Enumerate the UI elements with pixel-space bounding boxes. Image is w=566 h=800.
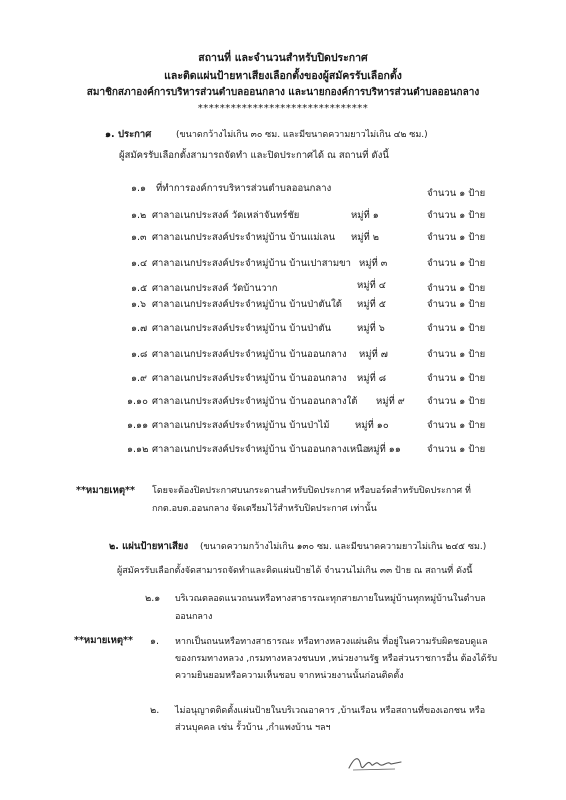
section2-item-number: ๒.๑ (145, 593, 161, 604)
item-place: ศาลาอเนกประสงค์ประจำหมู่บ้าน บ้านออนกลาง (152, 349, 347, 360)
item-quantity: จำนวน ๑ ป้าย (427, 349, 486, 360)
item-place: ศาลาอเนกประสงค์ วัดบ้านวาก (152, 283, 278, 294)
section1-note-label: **หมายเหตุ** (76, 485, 135, 496)
item-place: ศาลาอเนกประสงค์ประจำหมู่บ้าน บ้านเปาสามขา (152, 258, 351, 269)
item-quantity: จำนวน ๑ ป้าย (427, 373, 486, 384)
section1-spec: (ขนาดกว้างไม่เกิน ๓๐ ซม. และมีขนาดความยาวไม่เกิน ๔๒ ซม.) (176, 130, 428, 140)
item-place: ศาลาอเนกประสงค์ประจำหมู่บ้าน บ้านป่าตันใต้ (152, 299, 342, 310)
doc-title-line2: และติดแผ่นป้ายหาเสียงเลือกตั้งของผู้สมัครรับเลือกตั้ง (164, 70, 402, 82)
section2-intro: ผู้สมัครรับเลือกตั้งจัดสามารถจัดทำและติดแผ่นป้ายได้ จำนวนไม่เกิน ๓๓ ป้าย ณ สถานที่ ดังนี้ (117, 566, 473, 576)
note-number: ๑. (150, 636, 160, 647)
item-village: หมู่ที่ ๒ (351, 232, 380, 243)
item-quantity: จำนวน ๑ ป้าย (427, 283, 486, 294)
note-line: ไม่อนุญาตติดตั้งแผ่นป้ายในบริเวณอาคาร ,บ้านเรือน หรือสถานที่ของเอกชน หรือ (175, 706, 486, 716)
item-quantity: จำนวน ๑ ป้าย (427, 420, 486, 431)
item-place: ศาลาอเนกประสงค์ประจำหมู่บ้าน บ้านออนกลางใต้ (152, 396, 358, 407)
note-line: ส่วนบุคคล เช่น รั้วบ้าน ,กำแพงบ้าน ฯลฯ (175, 723, 331, 733)
item-village: หมู่ที่ ๘ (357, 373, 387, 384)
item-number: ๑.๑๑ (127, 420, 149, 431)
item-number: ๑.๙ (131, 373, 148, 384)
item-place: ศาลาอเนกประสงค์ประจำหมู่บ้าน บ้านแม่เลน (152, 232, 336, 243)
item-number: ๑.๒ (131, 210, 147, 221)
section2-note-label: **หมายเหตุ** (74, 635, 133, 646)
item-place: ศาลาอเนกประสงค์ประจำหมู่บ้าน บ้านป่าตัน (152, 323, 332, 334)
item-quantity: จำนวน ๑ ป้าย (427, 258, 486, 269)
item-number: ๑.๑๐ (127, 396, 148, 407)
section1-heading: ๑. ประกาศ (105, 129, 152, 140)
item-quantity: จำนวน ๑ ป้าย (427, 232, 486, 243)
item-village: หมู่ที่ ๙ (376, 396, 405, 407)
doc-title-line1: สถานที่ และจำนวนสำหรับปิดประกาศ (198, 52, 368, 64)
item-place: ศาลาอเนกประสงค์ประจำหมู่บ้าน บ้านออนกลาง (152, 373, 347, 384)
item-place: ศาลาอเนกประสงค์ วัดเหล่าจันทร์ชัย (152, 210, 300, 221)
item-village: หมู่ที่ ๖ (357, 323, 385, 334)
note-line: หากเป็นถนนหรือทางสาธารณะ หรือทางหลวงแผ่นดิน ที่อยู่ในความรับผิดชอบดูแล (175, 637, 488, 647)
item-quantity: จำนวน ๑ ป้าย (427, 444, 486, 455)
item-number: ๑.๑๒ (127, 444, 149, 455)
item-village: หมู่ที่ ๑๐ (355, 420, 389, 431)
item-village: หมู่ที่ ๔ (357, 280, 386, 291)
item-place: ศาลาอเนกประสงค์ประจำหมู่บ้าน บ้านป่าไม้ (152, 420, 330, 431)
item-number: ๑.๕ (131, 283, 148, 294)
note-line: ความยินยอมหรือความเห็นชอบ จากหน่วยงานนั้นก่อนติดตั้ง (175, 671, 404, 681)
item-number: ๑.๔ (131, 258, 148, 269)
item-village: หมู่ที่ ๕ (357, 299, 386, 310)
title-divider-stars: ******************************* (197, 103, 369, 114)
item-village: หมู่ที่ ๑ (351, 210, 379, 221)
item-number: ๑.๖ (131, 299, 147, 310)
item-number: ๑.๓ (131, 232, 147, 243)
item-number: ๑.๗ (131, 323, 148, 334)
item-number: ๑.๑ (131, 183, 147, 194)
item-quantity: จำนวน ๑ ป้าย (427, 188, 486, 199)
section2-heading: ๒. แผ่นป้ายหาเสียง (109, 541, 189, 552)
note-line: ของกรมทางหลวง ,กรมทางหลวงชนบท ,หน่วยงานรัฐ หรือส่วนราชการอื่น ต้องได้รับ (175, 654, 498, 664)
doc-title-line3: สมาชิกสภาองค์การบริหารส่วนตำบลออนกลาง และนายกองค์การบริหารส่วนตำบลออนกลาง (86, 87, 480, 98)
item-village: หมู่ที่ ๑๑ (367, 444, 401, 455)
section1-note-line2: กกต.อบต.ออนกลาง จัดเตรียมไว้สำหรับปิดประกาศ เท่านั้น (152, 504, 377, 514)
item-village: หมู่ที่ ๓ (359, 258, 388, 269)
section1-note-line1: โดยจะต้องปิดประกาศบนกระดานสำหรับปิดประกาศ หรือบอร์ดสำหรับปิดประกาศ ที่ (152, 486, 471, 496)
note-number: ๒. (150, 705, 160, 716)
section2-item-line1: บริเวณตลอดแนวถนนหรือทางสาธารณะทุกสายภายในหมู่บ้านทุกหมู่บ้านในตำบล (175, 594, 486, 604)
item-quantity: จำนวน ๑ ป้าย (427, 210, 486, 221)
item-village: หมู่ที่ ๗ (359, 349, 388, 360)
section2-spec: (ขนาดความกว้างไม่เกิน ๑๓๐ ซม. และมีขนาดความยาวไม่เกิน ๒๔๕ ซม.) (200, 542, 487, 552)
item-quantity: จำนวน ๑ ป้าย (427, 396, 486, 407)
item-place: ศาลาอเนกประสงค์ประจำหมู่บ้าน บ้านออนกลางเหนือ (152, 444, 369, 455)
section1-intro: ผู้สมัครรับเลือกตั้งสามารถจัดทำ และปิดประกาศได้ ณ สถานที่ ดังนี้ (119, 150, 389, 161)
item-number: ๑.๘ (131, 349, 148, 360)
item-place: ที่ทำการองค์การบริหารส่วนตำบลออนกลาง (156, 183, 332, 194)
item-quantity: จำนวน ๑ ป้าย (427, 299, 486, 310)
signature-mark (345, 752, 405, 774)
section2-item-line2: ออนกลาง (175, 612, 213, 622)
item-quantity: จำนวน ๑ ป้าย (427, 323, 486, 334)
